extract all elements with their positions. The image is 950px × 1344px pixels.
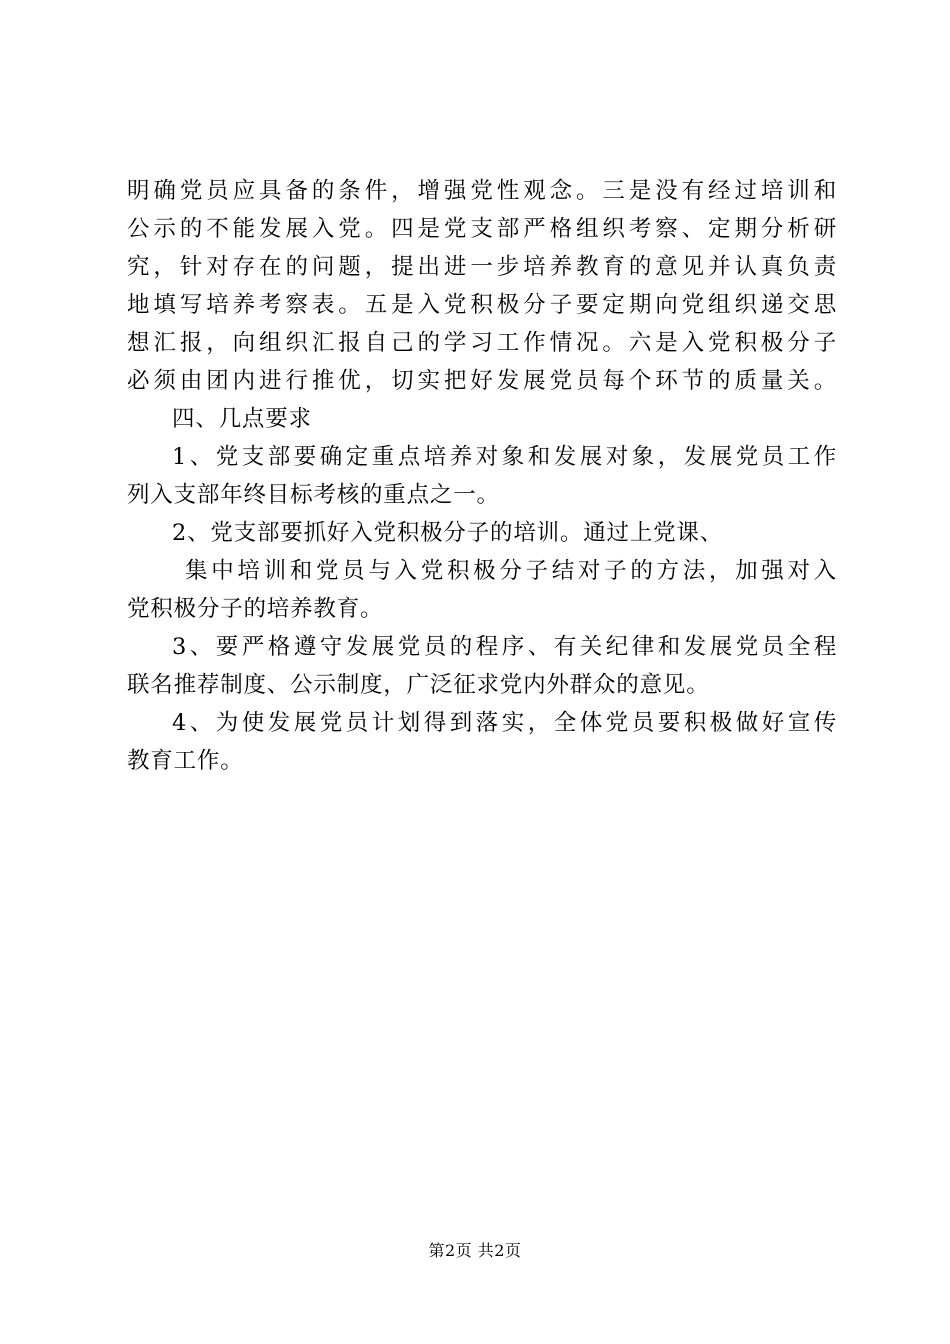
text-line: 究，针对存在的问题，提出进一步培养教育的意见并认真负责 — [127, 254, 837, 280]
text-line: 公示的不能发展入党。四是党支部严格组织考察、定期分析研 — [127, 216, 837, 242]
section-heading: 四、几点要求 — [172, 406, 312, 432]
text-line: 教育工作。 — [127, 748, 244, 774]
text-line: 明确党员应具备的条件，增强党性观念。三是没有经过培训和 — [127, 178, 837, 204]
text-line: 3、要严格遵守发展党员的程序、有关纪律和发展党员全程 — [172, 634, 837, 660]
text-line: 集中培训和党员与入党积极分子结对子的方法，加强对入 — [185, 558, 837, 584]
text-line: 列入支部年终目标考核的重点之一。 — [127, 482, 500, 508]
text-line: 联名推荐制度、公示制度，广泛征求党内外群众的意见。 — [127, 672, 710, 698]
text-line: 必须由团内进行推优，切实把好发展党员每个环节的质量关。 — [127, 368, 837, 394]
text-line: 1、党支部要确定重点培养对象和发展对象，发展党员工作 — [172, 444, 837, 470]
text-line: 4、为使发展党员计划得到落实，全体党员要积极做好宣传 — [172, 710, 837, 736]
text-line: 党积极分子的培养教育。 — [127, 596, 384, 622]
text-line: 地填写培养考察表。五是入党积极分子要定期向党组织递交思 — [127, 292, 837, 318]
text-line: 2、党支部要抓好入党积极分子的培训。通过上党课、 — [172, 520, 724, 546]
page-number: 第2页 共2页 — [428, 1241, 522, 1260]
text-line: 想汇报，向组织汇报自己的学习工作情况。六是入党积极分子 — [127, 330, 837, 356]
document-body — [127, 172, 837, 780]
